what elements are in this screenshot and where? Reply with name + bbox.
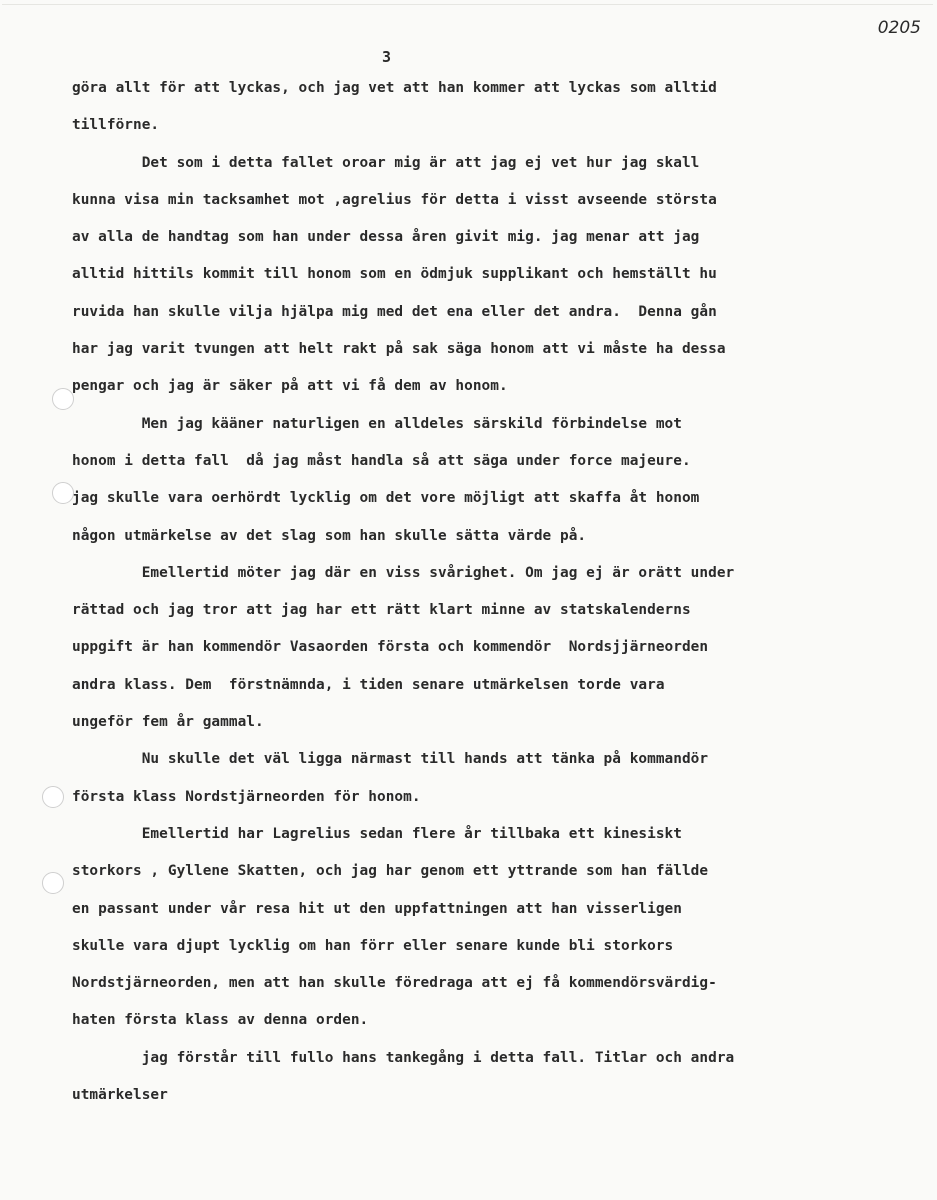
text-line: rättad och jag tror att jag har ett rätt klart minne av statskalenderns (72, 602, 691, 619)
page-number: 3 (382, 48, 392, 66)
text-line: har jag varit tvungen att helt rakt på sak säga honom att vi måste ha dessa (72, 341, 726, 358)
text-line: tillförne. (72, 117, 160, 134)
text-line: pengar och jag är säker på att vi få dem av honom. (72, 378, 508, 395)
text-line: Emellertid möter jag där en viss svårighet. Om jag ej är orätt under (72, 564, 735, 581)
text-line: kunna visa min tacksamhet mot ,agrelius för detta i visst avseende största (72, 191, 717, 208)
text-line: skulle vara djupt lycklig om han förr eller senare kunde bli storkors (72, 937, 674, 954)
punch-hole (42, 786, 64, 808)
text-line: utmärkelser (72, 1087, 168, 1104)
text-line: uppgift är han kommendör Vasaorden första och kommendör Nordsjjärneorden (72, 639, 709, 656)
text-line: Det som i detta fallet oroar mig är att jag ej vet hur jag skall (72, 154, 700, 171)
punch-hole (52, 482, 74, 504)
archive-number: 0205 (877, 18, 921, 38)
text-line: jag förstår till fullo hans tankegång i detta fall. Titlar och andra (72, 1049, 735, 1066)
text-line: av alla de handtag som han under dessa åren givit mig. jag menar att jag (72, 229, 700, 246)
letter-body (72, 70, 912, 1114)
text-line: Nu skulle det väl ligga närmast till hands att tänka på kommandör (72, 751, 709, 768)
text-line: Emellertid har Lagrelius sedan flere år tillbaka ett kinesiskt (72, 825, 682, 842)
text-line: honom i detta fall då jag måst handla så att säga under force majeure. (72, 452, 691, 469)
text-line: alltid hittils kommit till honom som en ödmjuk supplikant och hemställt hu (72, 266, 717, 283)
text-line: storkors , Gyllene Skatten, och jag har genom ett yttrande som han fällde (72, 863, 709, 880)
text-line: första klass Nordstjärneorden för honom. (72, 788, 421, 805)
punch-hole (42, 872, 64, 894)
text-line: ruvida han skulle vilja hjälpa mig med det ena eller det andra. Denna gån (72, 303, 717, 320)
text-line: jag skulle vara oerhördt lycklig om det vore möjligt att skaffa åt honom (72, 490, 700, 507)
text-line: haten första klass av denna orden. (72, 1012, 369, 1029)
text-line: Nordstjärneorden, men att han skulle föredraga att ej få kommendörsvärdig- (72, 975, 717, 992)
text-line: göra allt för att lyckas, och jag vet att han kommer att lyckas som alltid (72, 80, 717, 96)
text-line: andra klass. Dem förstnämnda, i tiden senare utmärkelsen torde vara (72, 676, 665, 693)
text-line: någon utmärkelse av det slag som han skulle sätta värde på. (72, 527, 587, 544)
text-line: ungeför fem år gammal. (72, 714, 264, 731)
punch-hole (52, 388, 74, 410)
text-line: en passant under vår resa hit ut den uppfattningen att han visserligen (72, 900, 682, 917)
text-line: Men jag kääner naturligen en alldeles särskild förbindelse mot (72, 415, 682, 432)
